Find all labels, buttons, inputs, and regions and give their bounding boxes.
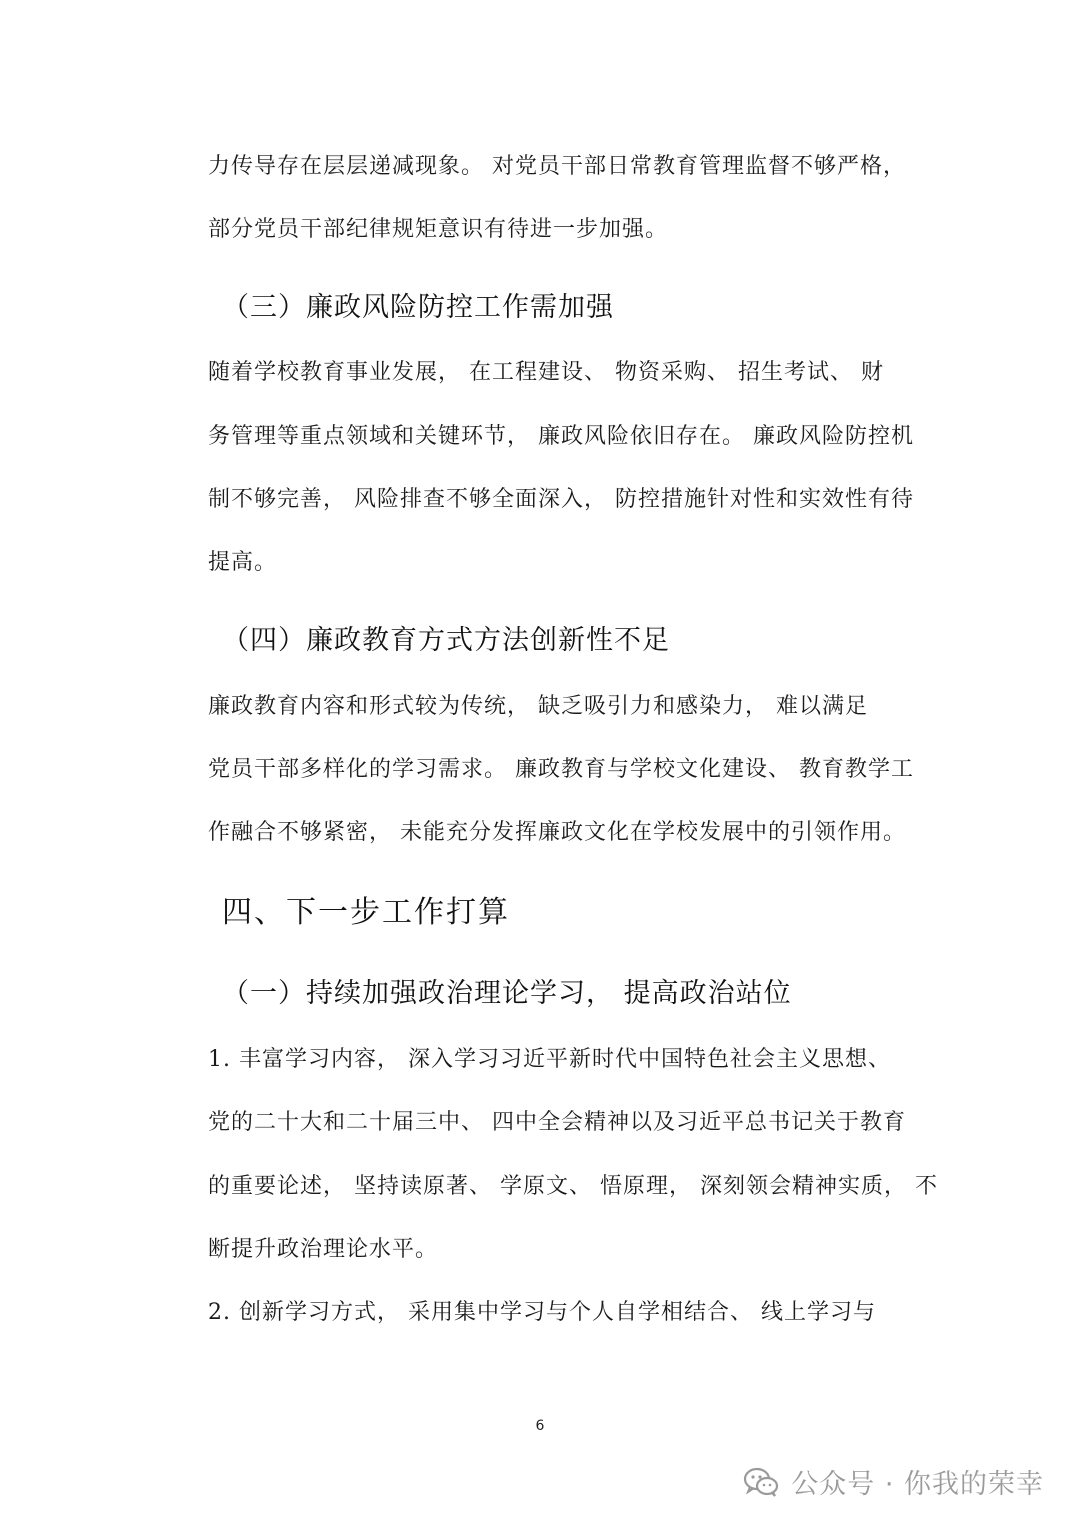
paragraph-line: 党的二十大和二十届三中、 四中全会精神以及习近平总书记关于教育 <box>208 1110 906 1135</box>
paragraph-line: 1. 丰富学习内容， 深入学习习近平新时代中国特色社会主义思想、 <box>208 1047 891 1072</box>
paragraph-line: 务管理等重点领域和关键环节， 廉政风险依旧存在。 廉政风险防控机 <box>208 424 914 449</box>
paragraph-line: 断提升政治理论水平。 <box>208 1237 439 1262</box>
section-heading-3: （三）廉政风险防控工作需加强 <box>222 292 614 323</box>
paragraph-line: 随着学校教育事业发展， 在工程建设、 物资采购、 招生考试、 财 <box>208 360 884 385</box>
chapter-heading: 四、下一步工作打算 <box>222 895 510 930</box>
paragraph-line: 作融合不够紧密， 未能充分发挥廉政文化在学校发展中的引领作用。 <box>208 820 906 845</box>
paragraph-line: 党员干部多样化的学习需求。 廉政教育与学校文化建设、 教育教学工 <box>208 757 914 782</box>
paragraph-line: 提高。 <box>208 550 278 575</box>
paragraph-line: 的重要论述， 坚持读原著、 学原文、 悟原理， 深刻领会精神实质， 不 <box>208 1174 938 1199</box>
page-number: 6 <box>535 1418 545 1434</box>
watermark-text: 公众号 · 你我的荣幸 <box>791 1469 1044 1500</box>
paragraph-line: 制不够完善， 风险排查不够全面深入， 防控措施针对性和实效性有待 <box>208 487 914 512</box>
wechat-icon <box>743 1467 779 1497</box>
section-heading-4: （四）廉政教育方式方法创新性不足 <box>222 625 670 656</box>
paragraph-line: 力传导存在层层递减现象。 对党员干部日常教育管理监督不够严格， <box>208 154 906 179</box>
paragraph-line: 廉政教育内容和形式较为传统， 缺乏吸引力和感染力， 难以满足 <box>208 694 868 719</box>
section-heading-1: （一）持续加强政治理论学习， 提高政治站位 <box>222 978 792 1009</box>
paragraph-line: 部分党员干部纪律规矩意识有待进一步加强。 <box>208 217 669 242</box>
watermark <box>743 1462 1044 1501</box>
paragraph-line: 2. 创新学习方式， 采用集中学习与个人自学相结合、 线上学习与 <box>208 1300 876 1325</box>
